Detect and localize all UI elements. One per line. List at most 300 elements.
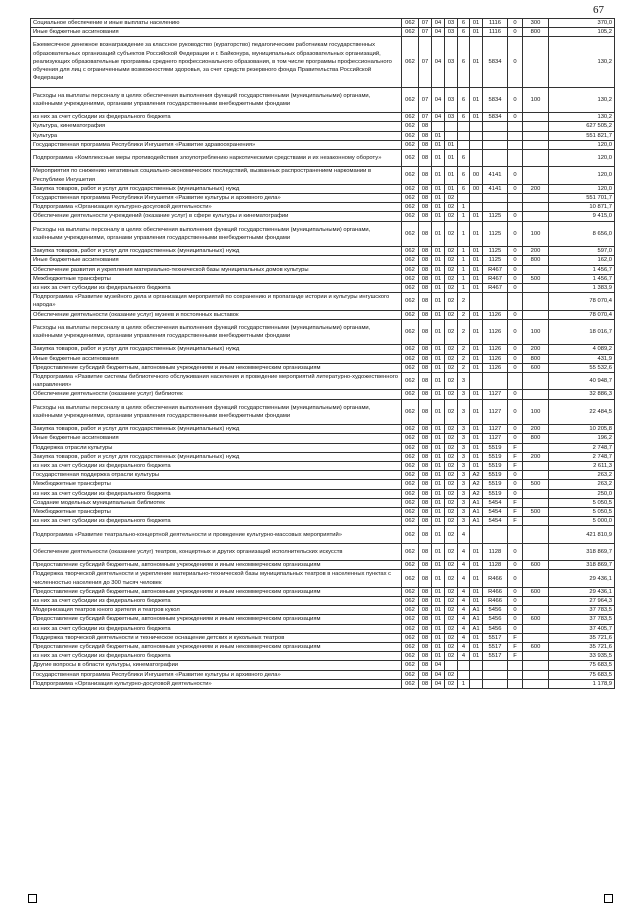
row-code-1: 08 — [419, 194, 432, 203]
row-amount: 37 783,5 — [549, 606, 615, 615]
row-amount: 120,0 — [549, 167, 615, 184]
row-code-7 — [508, 373, 523, 390]
row-code-3: 02 — [445, 652, 458, 661]
row-code-5: 01 — [470, 363, 483, 372]
row-code-1: 07 — [419, 19, 432, 28]
row-code-2: 04 — [432, 19, 445, 28]
row-name: из них за счет субсидии из федерального бюджета — [31, 597, 402, 606]
row-code-2: 01 — [432, 498, 445, 507]
row-name: Государственная программа Республики Ингушетия «Развитие культуры и архивного дела» — [31, 670, 402, 679]
row-code-4 — [458, 122, 470, 131]
row-code-3: 02 — [445, 203, 458, 212]
row-code-5 — [470, 293, 483, 310]
table-row — [31, 363, 615, 372]
row-name: Ежемесячное денежное вознаграждение за классное руководство (кураторство) педагогическим работникам государственных образовательных организаций субъектов Российской Федерации и г. Байконура, муниципальных образовательных организаций, реализующих образовательные программы среднего профессионального образования, в том числе программы профессионального обучения для лиц с ограниченными возможностями здоровья, за счет средств резервного фонда Правительства Российской Федерации — [31, 37, 402, 87]
row-code-0: 062 — [402, 670, 419, 679]
row-code-0: 062 — [402, 526, 419, 543]
row-code-2: 01 — [432, 425, 445, 434]
row-code-0: 062 — [402, 293, 419, 310]
row-code-7: F — [508, 517, 523, 526]
row-code-8 — [523, 310, 549, 319]
table-row — [31, 345, 615, 354]
row-code-8 — [523, 489, 549, 498]
row-code-5 — [470, 203, 483, 212]
row-code-3: 02 — [445, 434, 458, 443]
row-code-8 — [523, 167, 549, 184]
row-code-3: 02 — [445, 606, 458, 615]
row-code-1: 08 — [419, 274, 432, 283]
row-code-5: 01 — [470, 561, 483, 570]
row-code-4: 1 — [458, 256, 470, 265]
table-row — [31, 265, 615, 274]
row-code-1: 08 — [419, 679, 432, 688]
row-code-2: 01 — [432, 652, 445, 661]
row-name: из них за счет субсидии из федерального бюджета — [31, 517, 402, 526]
row-code-0: 062 — [402, 517, 419, 526]
row-name: Межбюджетные трансферты — [31, 480, 402, 489]
row-code-8 — [523, 37, 549, 87]
row-code-1: 08 — [419, 363, 432, 372]
row-code-2: 01 — [432, 443, 445, 452]
row-code-6 — [483, 203, 508, 212]
row-code-0: 062 — [402, 256, 419, 265]
row-name: Расходы на выплаты персоналу в целях обеспечения выполнения функций государственными (муниципальными) органами, казёнными учреждениями, органами управления государственными внебюджетными фондами — [31, 221, 402, 247]
row-code-5: 01 — [470, 587, 483, 596]
row-amount: 250,0 — [549, 489, 615, 498]
row-amount: 597,0 — [549, 247, 615, 256]
table-row — [31, 256, 615, 265]
table-row — [31, 122, 615, 131]
table-row — [31, 597, 615, 606]
row-code-4: 4 — [458, 543, 470, 560]
row-code-2: 01 — [432, 543, 445, 560]
row-code-5: 01 — [470, 633, 483, 642]
row-code-8 — [523, 679, 549, 688]
row-amount: 162,0 — [549, 256, 615, 265]
row-code-4: 3 — [458, 425, 470, 434]
row-code-0: 062 — [402, 37, 419, 87]
row-code-7: 0 — [508, 399, 523, 425]
row-amount: 37 405,7 — [549, 624, 615, 633]
table-row — [31, 310, 615, 319]
table-row — [31, 670, 615, 679]
row-amount: 1 456,7 — [549, 265, 615, 274]
row-code-0: 062 — [402, 87, 419, 113]
row-amount: 263,2 — [549, 471, 615, 480]
row-code-8 — [523, 498, 549, 507]
row-code-7: 0 — [508, 256, 523, 265]
row-code-8 — [523, 517, 549, 526]
row-name: Государственная поддержка отрасли культуры — [31, 471, 402, 480]
row-code-5 — [470, 122, 483, 131]
row-code-1: 08 — [419, 471, 432, 480]
row-name: Закупка товаров, работ и услуг для государственных (муниципальных) нужд — [31, 345, 402, 354]
row-name: Социальное обеспечение и иные выплаты населению — [31, 19, 402, 28]
row-code-7: 0 — [508, 624, 523, 633]
row-code-3: 02 — [445, 284, 458, 293]
row-code-3: 02 — [445, 319, 458, 345]
row-amount: 130,2 — [549, 37, 615, 87]
row-code-2: 01 — [432, 508, 445, 517]
row-code-4: 2 — [458, 319, 470, 345]
row-code-2: 01 — [432, 399, 445, 425]
row-amount: 35 721,6 — [549, 633, 615, 642]
row-name: Расходы на выплаты персоналу в целях обеспечения выполнения функций государственными (муниципальными) органами, казёнными учреждениями, органами управления государственными внебюджетными фондами — [31, 319, 402, 345]
row-code-6 — [483, 679, 508, 688]
row-code-3: 03 — [445, 37, 458, 87]
row-code-0: 062 — [402, 434, 419, 443]
row-code-1: 08 — [419, 561, 432, 570]
row-code-2: 01 — [432, 624, 445, 633]
row-amount: 5 000,0 — [549, 517, 615, 526]
row-code-1: 08 — [419, 434, 432, 443]
row-name: Межбюджетные трансферты — [31, 274, 402, 283]
row-code-3: 02 — [445, 425, 458, 434]
row-amount: 8 656,0 — [549, 221, 615, 247]
row-code-3: 02 — [445, 274, 458, 283]
table-row — [31, 508, 615, 517]
row-code-3: 02 — [445, 570, 458, 587]
row-code-1: 08 — [419, 184, 432, 193]
row-code-6: 4141 — [483, 167, 508, 184]
row-code-4: 4 — [458, 652, 470, 661]
row-code-5: 01 — [470, 434, 483, 443]
row-code-2: 01 — [432, 434, 445, 443]
row-code-4: 1 — [458, 221, 470, 247]
row-code-8: 200 — [523, 184, 549, 193]
row-name: Поддержка творческой деятельности и техническое оснащение детских и кукольных театров — [31, 633, 402, 642]
row-code-5: 01 — [470, 37, 483, 87]
row-amount: 431,9 — [549, 354, 615, 363]
row-code-8: 800 — [523, 256, 549, 265]
row-code-4: 4 — [458, 606, 470, 615]
row-code-1: 07 — [419, 113, 432, 122]
row-code-6: 1125 — [483, 221, 508, 247]
row-code-4: 1 — [458, 212, 470, 221]
row-code-1: 08 — [419, 284, 432, 293]
row-code-3: 02 — [445, 498, 458, 507]
row-code-8 — [523, 203, 549, 212]
row-code-6 — [483, 122, 508, 131]
table-row — [31, 247, 615, 256]
row-code-2: 01 — [432, 526, 445, 543]
row-code-0: 062 — [402, 498, 419, 507]
corner-mark-right — [604, 894, 613, 903]
row-code-1: 08 — [419, 462, 432, 471]
row-code-5: 01 — [470, 284, 483, 293]
row-code-7 — [508, 194, 523, 203]
row-code-6: 5517 — [483, 633, 508, 642]
table-row — [31, 443, 615, 452]
row-code-7: 0 — [508, 247, 523, 256]
row-code-3: 02 — [445, 471, 458, 480]
row-code-8 — [523, 624, 549, 633]
row-code-3: 02 — [445, 480, 458, 489]
row-code-6: 5834 — [483, 113, 508, 122]
row-code-0: 062 — [402, 661, 419, 670]
table-row — [31, 390, 615, 399]
table-row — [31, 194, 615, 203]
row-name: Расходы на выплаты персоналу в целях обеспечения выполнения функций государственными (муниципальными) органами, казёнными учреждениями, органами управления государственными внебюджетными фондами — [31, 87, 402, 113]
row-code-0: 062 — [402, 122, 419, 131]
row-code-3: 01 — [445, 167, 458, 184]
row-name: из них за счет субсидии из федерального бюджета — [31, 284, 402, 293]
row-code-0: 062 — [402, 19, 419, 28]
row-code-3: 02 — [445, 587, 458, 596]
row-code-8: 200 — [523, 345, 549, 354]
row-code-8 — [523, 443, 549, 452]
row-code-7: F — [508, 452, 523, 461]
row-code-8 — [523, 390, 549, 399]
row-code-6: 5456 — [483, 624, 508, 633]
row-code-5: 01 — [470, 543, 483, 560]
row-code-3: 03 — [445, 113, 458, 122]
row-code-7: 0 — [508, 434, 523, 443]
row-name: из них за счет субсидии из федерального бюджета — [31, 652, 402, 661]
row-code-0: 062 — [402, 480, 419, 489]
row-code-3: 01 — [445, 150, 458, 167]
row-name: Создание модельных муниципальных библиотек — [31, 498, 402, 507]
row-code-2: 01 — [432, 390, 445, 399]
row-code-7: F — [508, 462, 523, 471]
row-code-6: 5456 — [483, 615, 508, 624]
row-code-0: 062 — [402, 140, 419, 149]
row-code-5: 01 — [470, 19, 483, 28]
row-code-6: 1128 — [483, 543, 508, 560]
row-amount: 2 748,7 — [549, 452, 615, 461]
row-code-3: 02 — [445, 354, 458, 363]
row-code-2: 01 — [432, 293, 445, 310]
table-row — [31, 274, 615, 283]
row-code-0: 062 — [402, 624, 419, 633]
row-amount: 40 948,7 — [549, 373, 615, 390]
row-code-3: 02 — [445, 363, 458, 372]
row-code-4: 3 — [458, 489, 470, 498]
row-code-4: 6 — [458, 150, 470, 167]
row-amount: 75 683,5 — [549, 670, 615, 679]
row-code-3: 02 — [445, 670, 458, 679]
row-code-8 — [523, 150, 549, 167]
row-code-3: 02 — [445, 462, 458, 471]
row-amount: 120,0 — [549, 150, 615, 167]
table-row — [31, 471, 615, 480]
row-code-1: 08 — [419, 212, 432, 221]
row-code-2: 01 — [432, 310, 445, 319]
row-code-5: 01 — [470, 319, 483, 345]
row-code-2: 01 — [432, 373, 445, 390]
row-code-0: 062 — [402, 194, 419, 203]
row-code-2: 01 — [432, 471, 445, 480]
page-number: 67 — [593, 4, 604, 16]
row-code-7: F — [508, 633, 523, 642]
row-code-6: 1116 — [483, 19, 508, 28]
row-code-8: 200 — [523, 452, 549, 461]
row-code-4: 3 — [458, 373, 470, 390]
row-code-6: 5834 — [483, 87, 508, 113]
row-code-5: A1 — [470, 606, 483, 615]
table-row — [31, 570, 615, 587]
row-code-4: 1 — [458, 679, 470, 688]
row-amount: 263,2 — [549, 480, 615, 489]
row-name: Предоставление субсидий бюджетным, автономным учреждениям и иным некоммерческим организациям — [31, 363, 402, 372]
row-code-2: 01 — [432, 319, 445, 345]
row-name: Предоставление субсидий бюджетным, автономным учреждениям и иным некоммерческим организациям — [31, 587, 402, 596]
row-code-1: 08 — [419, 140, 432, 149]
row-code-6: R467 — [483, 265, 508, 274]
row-code-0: 062 — [402, 203, 419, 212]
row-code-4: 4 — [458, 643, 470, 652]
row-code-6 — [483, 194, 508, 203]
table-row — [31, 354, 615, 363]
row-code-3: 02 — [445, 265, 458, 274]
row-code-6: 5454 — [483, 517, 508, 526]
row-code-5: 01 — [470, 310, 483, 319]
row-code-7 — [508, 150, 523, 167]
row-code-6: 1126 — [483, 345, 508, 354]
row-code-4 — [458, 194, 470, 203]
row-code-3: 02 — [445, 256, 458, 265]
row-code-6: 1126 — [483, 310, 508, 319]
row-amount: 1 178,9 — [549, 679, 615, 688]
row-code-5: 01 — [470, 399, 483, 425]
row-code-7 — [508, 526, 523, 543]
table-row — [31, 498, 615, 507]
row-code-8 — [523, 661, 549, 670]
row-code-1: 08 — [419, 319, 432, 345]
row-code-2: 01 — [432, 517, 445, 526]
row-code-4: 6 — [458, 37, 470, 87]
table-row — [31, 373, 615, 390]
row-code-1: 08 — [419, 543, 432, 560]
row-amount: 5 050,5 — [549, 498, 615, 507]
row-code-3: 02 — [445, 390, 458, 399]
row-code-3: 02 — [445, 221, 458, 247]
row-code-5: 01 — [470, 643, 483, 652]
row-code-4: 3 — [458, 452, 470, 461]
row-name: Подпрограмма «Развитие музейного дела и организация мероприятий по сохранению и пропаганде истории и культуры ингушского народа» — [31, 293, 402, 310]
row-code-3: 01 — [445, 184, 458, 193]
row-code-6 — [483, 661, 508, 670]
table-row — [31, 587, 615, 596]
row-amount: 37 783,5 — [549, 615, 615, 624]
row-code-8: 100 — [523, 221, 549, 247]
row-code-0: 062 — [402, 265, 419, 274]
row-code-6: 1127 — [483, 390, 508, 399]
row-code-6: R467 — [483, 284, 508, 293]
row-amount: 120,0 — [549, 140, 615, 149]
row-name: из них за счет субсидии из федерального бюджета — [31, 489, 402, 498]
row-code-6: 1116 — [483, 28, 508, 37]
row-code-0: 062 — [402, 319, 419, 345]
row-code-8 — [523, 633, 549, 642]
row-amount: 105,2 — [549, 28, 615, 37]
row-code-6: 4141 — [483, 184, 508, 193]
row-amount: 2 748,7 — [549, 443, 615, 452]
row-name: Подпрограмма «Развитие театрально-концертной деятельности и проведение культурно-массовых мероприятий» — [31, 526, 402, 543]
row-code-5: 01 — [470, 212, 483, 221]
row-code-1: 08 — [419, 526, 432, 543]
row-code-4: 3 — [458, 498, 470, 507]
row-code-8 — [523, 597, 549, 606]
row-code-1: 08 — [419, 633, 432, 642]
row-code-8: 100 — [523, 319, 549, 345]
row-code-2: 01 — [432, 633, 445, 642]
table-row — [31, 434, 615, 443]
row-code-1: 08 — [419, 122, 432, 131]
row-code-4: 2 — [458, 363, 470, 372]
row-code-3 — [445, 122, 458, 131]
row-code-3: 02 — [445, 194, 458, 203]
row-code-0: 062 — [402, 354, 419, 363]
row-code-3: 02 — [445, 597, 458, 606]
row-code-7: 0 — [508, 597, 523, 606]
row-code-0: 062 — [402, 587, 419, 596]
table-row — [31, 462, 615, 471]
table-row — [31, 399, 615, 425]
row-code-7: F — [508, 652, 523, 661]
row-code-4: 2 — [458, 293, 470, 310]
row-code-4: 3 — [458, 399, 470, 425]
row-code-7: 0 — [508, 587, 523, 596]
row-code-0: 062 — [402, 113, 419, 122]
row-code-6: 5519 — [483, 480, 508, 489]
row-code-7: 0 — [508, 354, 523, 363]
row-name: Модернизация театров юного зрителя и театров кукол — [31, 606, 402, 615]
row-code-6: 1127 — [483, 434, 508, 443]
row-code-8: 600 — [523, 561, 549, 570]
row-amount: 1 456,7 — [549, 274, 615, 283]
row-code-2: 01 — [432, 167, 445, 184]
row-amount: 627 505,2 — [549, 122, 615, 131]
row-code-8 — [523, 570, 549, 587]
row-code-0: 062 — [402, 150, 419, 167]
row-code-8 — [523, 265, 549, 274]
row-code-8 — [523, 140, 549, 149]
row-code-1: 08 — [419, 131, 432, 140]
row-amount: 9 415,0 — [549, 212, 615, 221]
row-name: Закупка товаров, работ и услуг для государственных (муниципальных) нужд — [31, 247, 402, 256]
row-code-7: 0 — [508, 471, 523, 480]
row-code-1: 08 — [419, 354, 432, 363]
row-amount: 4 089,2 — [549, 345, 615, 354]
row-code-7: 0 — [508, 184, 523, 193]
row-code-7: 0 — [508, 19, 523, 28]
row-code-5: A1 — [470, 508, 483, 517]
table-row — [31, 113, 615, 122]
row-code-6: 1126 — [483, 363, 508, 372]
row-code-3 — [445, 131, 458, 140]
row-code-4: 4 — [458, 624, 470, 633]
row-code-1: 08 — [419, 587, 432, 596]
table-row — [31, 643, 615, 652]
row-code-8: 600 — [523, 615, 549, 624]
row-code-6 — [483, 293, 508, 310]
row-name: из них за счет субсидии из федерального бюджета — [31, 462, 402, 471]
row-code-0: 062 — [402, 390, 419, 399]
row-name: Закупка товаров, работ и услуг для государственных (муниципальных) нужд — [31, 425, 402, 434]
row-code-5 — [470, 679, 483, 688]
row-amount: 551 701,7 — [549, 194, 615, 203]
row-code-6: 1127 — [483, 399, 508, 425]
row-code-2: 01 — [432, 345, 445, 354]
table-row — [31, 150, 615, 167]
row-code-1: 08 — [419, 247, 432, 256]
row-amount: 1 383,9 — [549, 284, 615, 293]
row-name: Иные бюджетные ассигнования — [31, 256, 402, 265]
row-code-4 — [458, 661, 470, 670]
row-code-6 — [483, 140, 508, 149]
table-row — [31, 606, 615, 615]
